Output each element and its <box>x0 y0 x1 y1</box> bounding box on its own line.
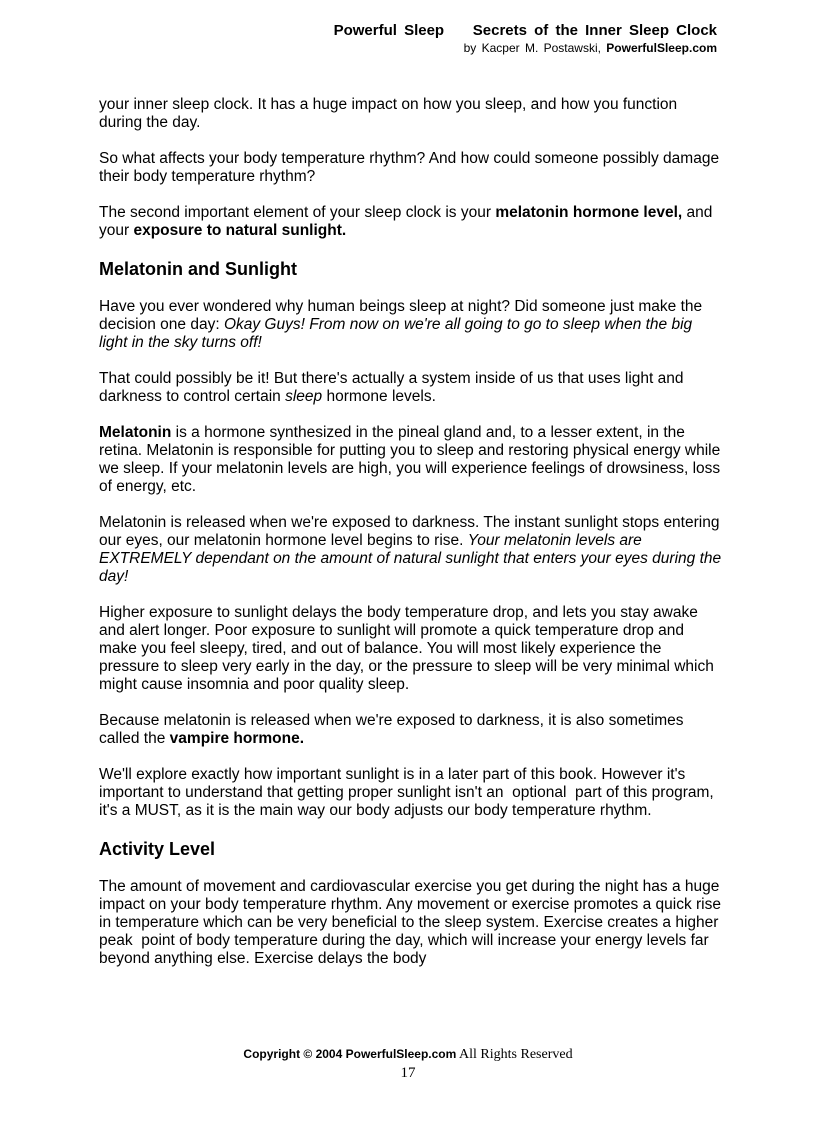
italic-text: Okay Guys! From now on we're all going to go to sleep when the big light in the sky turns off! <box>99 316 693 351</box>
page-header <box>334 22 717 55</box>
paragraph: Melatonin is a hormone synthesized in the pineal gland and, to a lesser extent, in the retina. Melatonin is responsible for putting you to sleep and restoring physical energy while we sleep. If your melatonin levels are high, you will experience feelings of drowsiness, loss of energy, etc. <box>99 424 721 495</box>
section-heading: Activity Level <box>99 839 216 859</box>
byline-site: PowerfulSleep.com <box>606 41 717 55</box>
rights-text: All Rights Reserved <box>456 1047 573 1062</box>
header-byline <box>334 41 717 55</box>
italic-text: sleep <box>285 388 323 405</box>
italic-text: Your melatonin levels are EXTREMELY dependant on the amount of natural sunlight that enters your eyes during the day! <box>99 532 722 585</box>
page-body <box>99 96 728 986</box>
section-heading: Melatonin and Sunlight <box>99 259 297 279</box>
page-footer <box>0 1047 816 1082</box>
paragraph: Have you ever wondered why human beings sleep at night? Did someone just make the decision one day: Okay Guys! From now on we're all going to go to sleep when the big light in the sky turns off! <box>99 298 703 351</box>
paragraph: your inner sleep clock. It has a huge impact on how you sleep, and how you function during the day. <box>99 96 678 131</box>
bold-text: exposure to natural sunlight. <box>133 222 347 239</box>
header-title: Powerful Sleep Secrets of the Inner Sleep Clock <box>333 22 717 39</box>
copyright-line <box>0 1047 816 1063</box>
byline-author: by Kacper M. Postawski, <box>463 41 607 55</box>
paragraph: We'll explore exactly how important sunlight is in a later part of this book. However it's important to understand that getting proper sunlight isn't an optional part of this program, it's a MUST, as it is the main way our body adjusts our body temperature rhythm. <box>99 766 719 819</box>
page-number: 17 <box>400 1065 416 1081</box>
paragraph: The second important element of your sleep clock is your melatonin hormone level, and your exposure to natural sunlight. <box>99 204 713 239</box>
bold-text: vampire hormone. <box>169 730 305 747</box>
bold-text: melatonin hormone level, <box>495 204 683 221</box>
paragraph: So what affects your body temperature rhythm? And how could someone possibly damage their body temperature rhythm? <box>99 150 720 185</box>
bold-text: Melatonin <box>99 424 172 441</box>
paragraph: Melatonin is released when we're exposed to darkness. The instant sunlight stops entering our eyes, our melatonin hormone level begins to rise. Your melatonin levels are EXTREMELY dependant on the amount of natural sunlight that enters your eyes during the day! <box>99 514 722 585</box>
paragraph: Higher exposure to sunlight delays the body temperature drop, and lets you stay awake and alert longer. Poor exposure to sunlight will promote a quick temperature drop and make you feel sleepy, tired, and out of balance. You will most likely experience the pressure to sleep very early in the day, or the pressure to sleep will be very minimal which might cause insomnia and poor quality sleep. <box>99 604 714 693</box>
copyright-text: Copyright © 2004 PowerfulSleep.com <box>243 1047 457 1061</box>
paragraph: The amount of movement and cardiovascular exercise you get during the night has a huge impact on your body temperature rhythm. Any movement or exercise promotes a quick rise in temperature which can be very beneficial to the sleep system. Exercise creates a higher peak point of body temperature during the day, which will increase your energy levels far beyond anything else. Exercise delays the body <box>99 878 728 967</box>
paragraph: Because melatonin is released when we're exposed to darkness, it is also sometimes called the vampire hormone. <box>99 712 684 747</box>
paragraph: That could possibly be it! But there's actually a system inside of us that uses light and darkness to control certain sleep hormone levels. <box>99 370 684 405</box>
